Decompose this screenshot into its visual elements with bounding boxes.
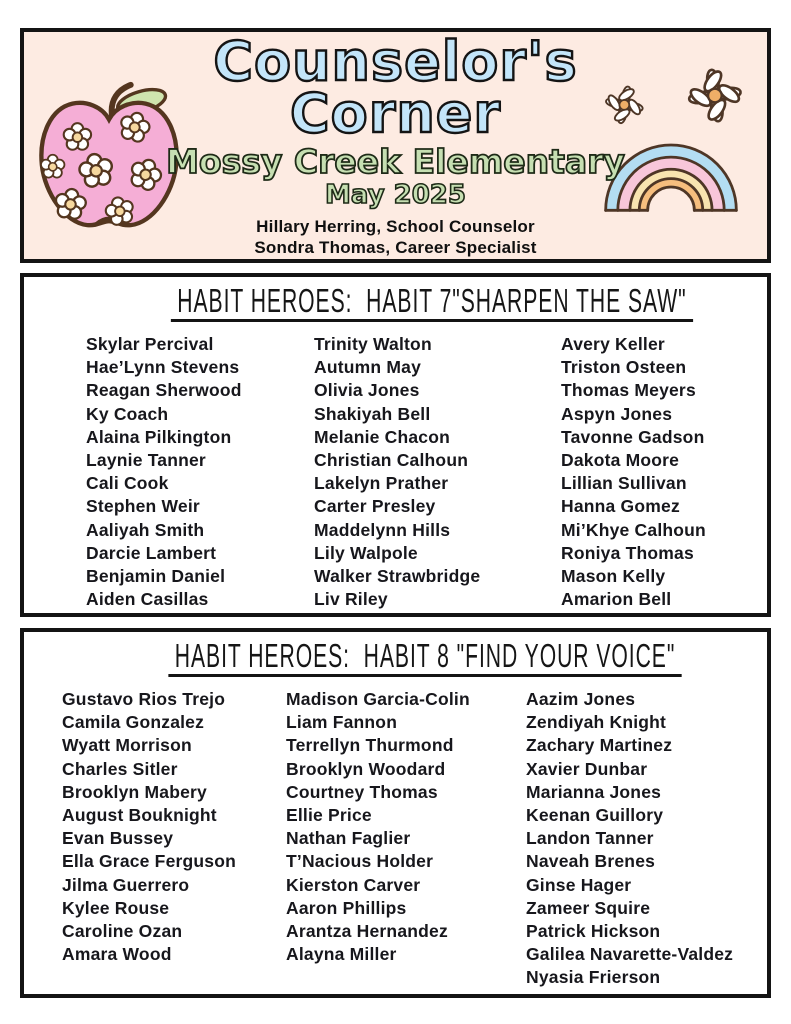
student-name: Skylar Percival xyxy=(86,334,214,354)
student-name: Liv Riley xyxy=(314,589,388,610)
habit7-name-columns xyxy=(24,333,767,611)
student-name: Camila Gonzalez xyxy=(62,712,205,733)
student-name: Olivia Jones xyxy=(314,380,420,401)
student-name: Avery Keller xyxy=(561,334,665,354)
student-name: Shakiyah Bell xyxy=(314,403,431,424)
student-name: Darcie Lambert xyxy=(86,542,217,563)
habit8-column-3 xyxy=(526,688,767,990)
counselor-name: Hillary Herring, School Counselor xyxy=(256,217,535,236)
student-name: Hanna Gomez xyxy=(561,496,680,517)
student-name: Brooklyn Woodard xyxy=(286,758,446,779)
newsletter-title-line1: Counselor's xyxy=(213,30,578,93)
student-name: Terrellyn Thurmond xyxy=(286,735,454,756)
habit8-section-title: HABIT HEROES: HABIT 8 "FIND YOUR VOICE" xyxy=(168,639,681,677)
student-name: Reagan Sherwood xyxy=(86,380,242,401)
student-name: Caroline Ozan xyxy=(62,921,183,942)
student-name: Tavonne Gadson xyxy=(561,426,705,447)
student-name: Zameer Squire xyxy=(526,897,651,918)
student-name: Zachary Martinez xyxy=(526,735,673,756)
student-name: Maddelynn Hills xyxy=(314,519,451,540)
habit8-column-2 xyxy=(286,688,526,990)
student-name: Kylee Rouse xyxy=(62,897,170,918)
habit8-name-columns xyxy=(24,688,767,990)
student-name: Arantza Hernandez xyxy=(286,921,448,942)
student-name: Walker Strawbridge xyxy=(314,566,481,587)
student-name: Ella Grace Ferguson xyxy=(62,851,236,872)
student-name: Alaina Pilkington xyxy=(86,426,232,447)
student-name: Charles Sitler xyxy=(62,758,178,779)
student-name: Ginse Hager xyxy=(526,874,632,895)
student-name: Marianna Jones xyxy=(526,781,662,802)
student-name: Madison Garcia-Colin xyxy=(286,689,470,709)
student-name: Dakota Moore xyxy=(561,450,680,471)
student-name: Carter Presley xyxy=(314,496,436,517)
student-name: Aazim Jones xyxy=(526,689,636,709)
student-name: Lillian Sullivan xyxy=(561,473,687,494)
habit8-title-row xyxy=(24,639,767,675)
habit7-section-title: HABIT HEROES: HABIT 7"SHARPEN THE SAW" xyxy=(171,284,693,322)
student-name: Mi’Khye Calhoun xyxy=(561,519,706,540)
student-name: Evan Bussey xyxy=(62,828,174,849)
student-name: Trinity Walton xyxy=(314,334,432,354)
student-name: Laynie Tanner xyxy=(86,450,206,471)
student-name: Thomas Meyers xyxy=(561,380,696,401)
student-name: Wyatt Morrison xyxy=(62,735,192,756)
student-name: Kierston Carver xyxy=(286,874,421,895)
student-name: Roniya Thomas xyxy=(561,542,694,563)
student-name: Brooklyn Mabery xyxy=(62,781,207,802)
student-name: Autumn May xyxy=(314,357,421,378)
issue-date: May 2025 xyxy=(325,180,466,210)
habit7-section xyxy=(20,273,771,617)
student-name: Zendiyah Knight xyxy=(526,712,667,733)
student-name: Nyasia Frierson xyxy=(526,967,661,988)
student-name: Keenan Guillory xyxy=(526,805,664,826)
student-name: August Bouknight xyxy=(62,805,217,826)
student-name: Aspyn Jones xyxy=(561,403,673,424)
habit8-column-1 xyxy=(62,688,286,990)
student-name: Jilma Guerrero xyxy=(62,874,190,895)
student-name: Amarion Bell xyxy=(561,589,672,610)
student-name: Alayna Miller xyxy=(286,944,397,965)
school-name: Mossy Creek Elementary xyxy=(166,142,625,181)
student-name: Cali Cook xyxy=(86,473,169,494)
student-name: Landon Tanner xyxy=(526,828,654,849)
student-name: Mason Kelly xyxy=(561,566,666,587)
student-name: Aaliyah Smith xyxy=(86,519,205,540)
career-specialist-name: Sondra Thomas, Career Specialist xyxy=(254,238,537,257)
student-name: Lakelyn Prather xyxy=(314,473,449,494)
student-name: Aiden Casillas xyxy=(86,589,209,610)
student-name: Xavier Dunbar xyxy=(526,758,648,779)
student-name: Hae’Lynn Stevens xyxy=(86,357,240,378)
student-name: Courtney Thomas xyxy=(286,781,438,802)
student-name: Gustavo Rios Trejo xyxy=(62,689,226,709)
newsletter-title-line2: Corner xyxy=(289,82,502,145)
student-name: Benjamin Daniel xyxy=(86,566,226,587)
habit7-title-row xyxy=(24,284,767,320)
habit7-column-3 xyxy=(561,333,767,611)
student-name: Naveah Brenes xyxy=(526,851,656,872)
student-name: Amara Wood xyxy=(62,944,172,965)
student-name: Triston Osteen xyxy=(561,357,687,378)
header-banner xyxy=(20,28,771,263)
student-name: Christian Calhoun xyxy=(314,450,469,471)
student-name: T’Nacious Holder xyxy=(286,851,434,872)
student-name: Patrick Hickson xyxy=(526,921,661,942)
student-name: Lily Walpole xyxy=(314,542,418,563)
staff-block xyxy=(24,216,767,258)
student-name: Nathan Faglier xyxy=(286,828,411,849)
student-name: Stephen Weir xyxy=(86,496,200,517)
student-name: Galilea Navarette-Valdez xyxy=(526,944,734,965)
student-name: Melanie Chacon xyxy=(314,426,451,447)
habit7-column-1 xyxy=(86,333,314,611)
student-name: Ky Coach xyxy=(86,403,169,424)
student-name: Aaron Phillips xyxy=(286,897,407,918)
header-text xyxy=(24,32,767,258)
habit7-column-2 xyxy=(314,333,561,611)
student-name: Ellie Price xyxy=(286,805,372,826)
student-name: Liam Fannon xyxy=(286,712,398,733)
habit8-section xyxy=(20,628,771,998)
